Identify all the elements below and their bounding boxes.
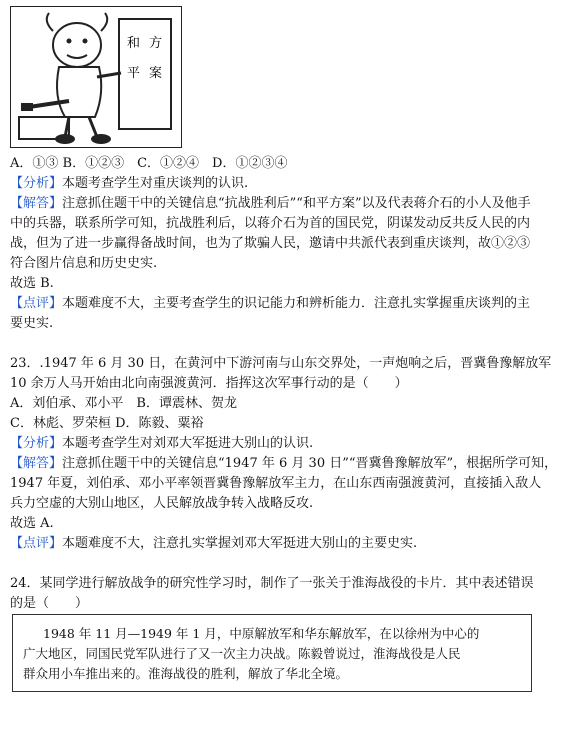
q23-answer-line-3: 兵力空虚的大别山地区，人民解放战争转入战略反攻. <box>10 496 314 511</box>
answer-tag: 【解答】 <box>10 196 63 211</box>
cartoon-sign-char-1: 和 <box>127 36 141 51</box>
comment-tag: 【点评】 <box>10 536 63 551</box>
analysis-text: 本题考查学生对刘邓大军挺进大别山的认识. <box>62 436 314 451</box>
q24-stem-line-2: 的是（ ） <box>10 596 89 611</box>
q22-comment-line-1 <box>10 295 530 313</box>
answer-text: 注意抓住题干中的关键信息“1947 年 6 月 30 日”“晋冀鲁豫解放军”，根据所学可知， <box>62 456 558 471</box>
q22-answer-line-2: 中的兵器，联系所学可知，抗战胜利后，以蒋介石为首的国民党，阴谋发动反共反人民的内 <box>10 216 531 231</box>
q22-analysis <box>10 175 248 193</box>
comment-text: 本题难度不大，注意扎实掌握刘邓大军挺进大别山的主要史实. <box>62 536 418 551</box>
cartoon-image <box>10 6 182 148</box>
card-line-3: 群众用小车推出来的。淮海战役的胜利，解放了华北全境。 <box>23 666 349 681</box>
q23-answer-line-2: 1947 年夏，刘伯承、邓小平率领晋冀鲁豫解放军主力，在山东西南强渡黄河，直接插入敌人 <box>10 476 542 491</box>
analysis-tag: 【分析】 <box>10 436 63 451</box>
cartoon-drawing <box>11 7 181 147</box>
q22-answer-line-1 <box>10 195 531 213</box>
cartoon-sign-char-4: 案 <box>149 66 163 81</box>
q22-choice: 故选 B. <box>10 276 54 291</box>
analysis-text: 本题考查学生对重庆谈判的认识. <box>62 176 249 191</box>
q23-answer-line-1 <box>10 455 557 473</box>
q23-comment <box>10 535 417 553</box>
q22-answer-line-3: 战，但为了进一步赢得备战时间，也为了欺骗人民，邀请中共派代表到重庆谈判，故①②③ <box>10 236 531 251</box>
q22-comment-line-2: 要史实. <box>10 316 54 331</box>
cartoon-body <box>57 67 101 117</box>
q22-options: A．①③ B．①②③ C．①②④ D．①②③④ <box>10 156 288 171</box>
q23-stem-line-1: 23．.1947 年 6 月 30 日，在黄河中下游河南与山东交界处，一声炮响之后，晋冀鲁豫解放军 <box>10 356 552 371</box>
q24-card <box>12 614 532 692</box>
comment-text: 本题难度不大，主要考查学生的识记能力和辨析能力．注意扎实掌握重庆谈判的主 <box>62 296 531 311</box>
cartoon-head <box>53 23 101 67</box>
card-line-2: 广大地区，同国民党军队进行了又一次主力决战。陈毅曾说过，淮海战役是人民 <box>23 646 461 661</box>
cartoon-sign-char-3: 方 <box>149 36 163 51</box>
q24-stem-line-1: 24．某同学进行解放战争的研究性学习时，制作了一张关于淮海战役的卡片．其中表述错误 <box>10 576 534 591</box>
q23-analysis <box>10 435 313 453</box>
comment-tag: 【点评】 <box>10 296 63 311</box>
analysis-tag: 【分析】 <box>10 176 63 191</box>
q23-choice: 故选 A. <box>10 516 54 531</box>
q23-options-ab: A．刘伯承、邓小平 B．谭震林、贺龙 <box>10 396 237 411</box>
q23-stem-line-2: 10 余万人马开始由北向南强渡黄河．指挥这次军事行动的是（ ） <box>10 376 408 391</box>
cartoon-sign-char-2: 平 <box>127 66 141 81</box>
card-line-1: 1948 年 11 月—1949 年 1 月，中原解放军和华东解放军，在以徐州为中心的 <box>43 626 480 641</box>
q22-answer-line-4: 符合图片信息和历史史实. <box>10 256 158 271</box>
answer-tag: 【解答】 <box>10 456 63 471</box>
answer-text: 注意抓住题干中的关键信息“抗战胜利后”“和平方案”以及代表蒋介石的小人及他手 <box>62 196 531 211</box>
q23-options-cd: C．林彪、罗荣桓 D．陈毅、粟裕 <box>10 416 204 431</box>
